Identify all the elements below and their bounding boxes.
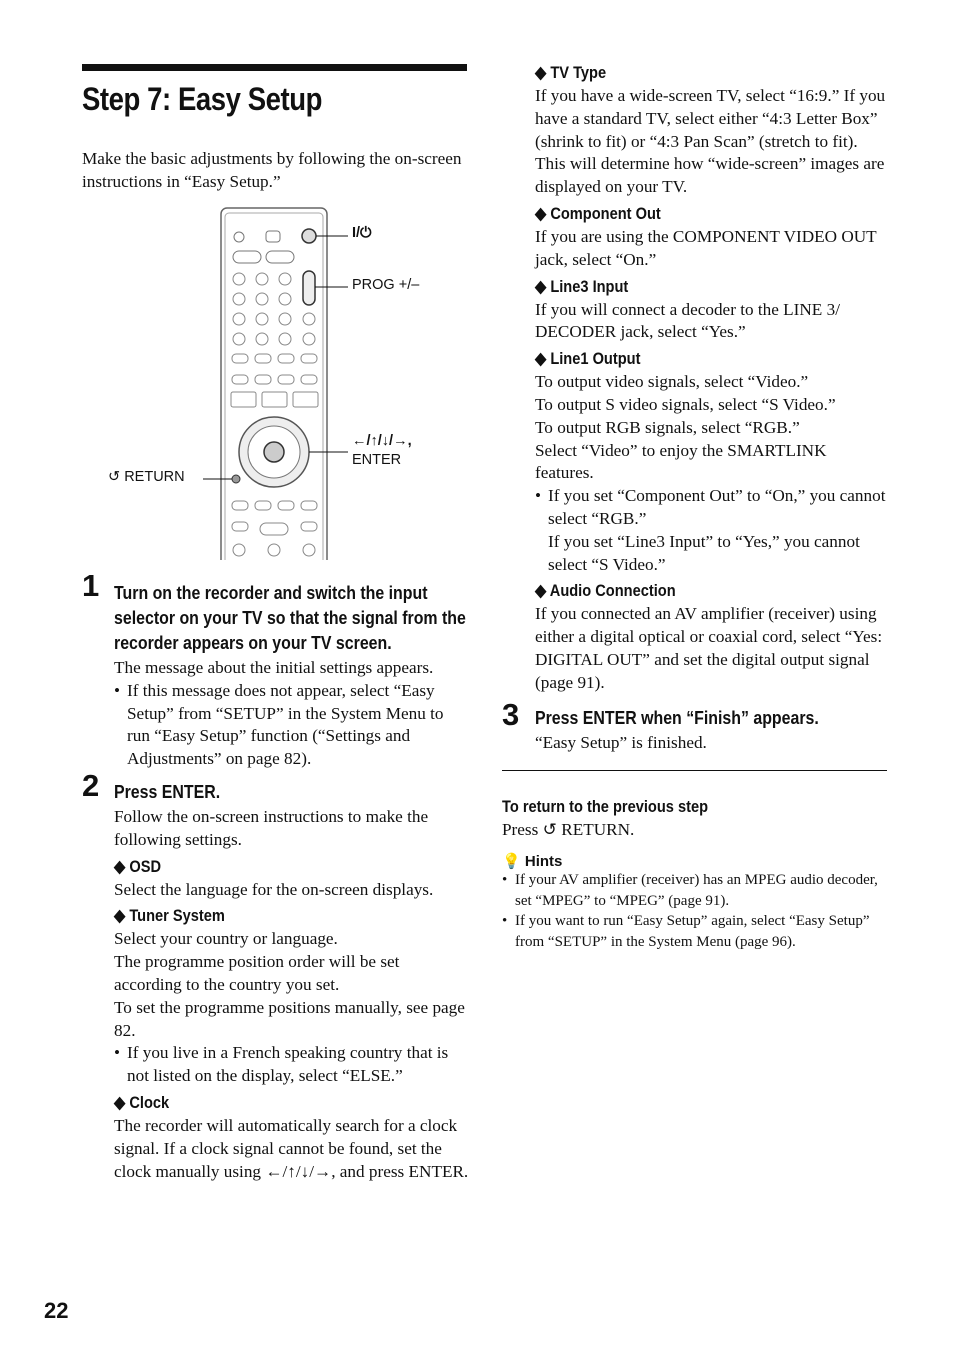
audio-heading xyxy=(535,579,839,603)
step-1-text: The message about the initial settings appears. xyxy=(114,658,434,677)
audio-title: Audio Connection xyxy=(549,581,676,601)
line1-line-2: To output S video signals, select “S Video.” xyxy=(535,394,836,414)
hint-item: • If your AV amplifier (receiver) has an MPEG audio decoder, set “MPEG” to “MPEG” (page 91). xyxy=(502,870,888,911)
hints-title: Hints xyxy=(524,853,563,871)
component-heading xyxy=(535,202,839,226)
diamond-icon: ◆ xyxy=(535,276,547,296)
diamond-icon: ◆ xyxy=(114,906,126,926)
diamond-icon: ◆ xyxy=(114,856,126,876)
arrows-label: ←/↑/↓/→, xyxy=(352,433,412,449)
return-text-suffix: RETURN. xyxy=(561,820,635,840)
page-number: 22 xyxy=(44,1298,69,1323)
line1-bullet-2: If you set “Line3 Input” to “Yes,” you cannot select “S Video.” xyxy=(548,531,860,574)
line3-title: Line3 Input xyxy=(550,276,629,296)
line1-bullet-1: • If you set “Component Out” to “On,” you cannot select “RGB.” xyxy=(535,485,888,531)
step-3-text: “Easy Setup” is finished. xyxy=(535,732,707,752)
line1-heading xyxy=(535,347,839,371)
tuner-heading xyxy=(114,904,420,928)
step-1 xyxy=(114,580,468,771)
left-column xyxy=(82,64,468,194)
tv-type-heading xyxy=(535,61,839,85)
tuner-line-2: The programme position order will be set according to the country you set. xyxy=(114,952,400,994)
step-1-number: 1 xyxy=(82,568,100,603)
audio-text: If you connected an AV amplifier (receiver) using either a digital optical or coaxial cord, select “Yes: DIGITAL OUT” and set the digital output signal (page 91). xyxy=(535,604,883,692)
component-title: Component Out xyxy=(550,203,661,223)
settings-continued xyxy=(502,61,888,695)
remote-control-drawing xyxy=(82,205,468,560)
line3-text: If you will connect a decoder to the LINE 3/ DECODER jack, select “Yes.” xyxy=(535,299,840,342)
return-text xyxy=(502,819,888,842)
diamond-icon: ◆ xyxy=(535,349,547,369)
tuner-title: Tuner System xyxy=(129,906,225,926)
enter-label: ENTER xyxy=(352,452,402,468)
tuner-line-1: Select your country or language. xyxy=(114,929,338,949)
clock-title: Clock xyxy=(129,1092,170,1112)
line1-line-4: Select “Video” to enjoy the SMARTLINK features. xyxy=(535,440,827,483)
lightbulb-icon: 💡 xyxy=(502,853,521,871)
line1-line-1: To output video signals, select “Video.” xyxy=(535,372,809,392)
return-icon: ↺ xyxy=(108,469,121,485)
line3-heading xyxy=(535,275,839,299)
power-label: I/⏻ xyxy=(352,225,372,241)
step-1-bullet: • If this message does not appear, select “Easy Setup” from “SETUP” in the System Menu to run “Easy Setup” function (“Settings and Adjustments” on page 82). xyxy=(114,680,468,771)
diamond-icon: ◆ xyxy=(535,203,547,223)
diamond-icon: ◆ xyxy=(114,1092,126,1112)
return-icon: ↺ xyxy=(542,820,557,840)
line1-title: Line1 Output xyxy=(550,349,641,369)
return-label xyxy=(108,469,185,485)
remote-illustration xyxy=(82,205,468,560)
tuner-line-3: To set the programme positions manually, see page 82. xyxy=(114,997,465,1040)
osd-text: Select the language for the on-screen displays. xyxy=(114,879,434,899)
prog-label: PROG +/– xyxy=(352,277,420,293)
line1-line-3: To output RGB signals, select “RGB.” xyxy=(535,417,800,437)
return-heading: To return to the previous step xyxy=(502,797,709,817)
step-2-text: Follow the on-screen instructions to make the following settings. xyxy=(114,807,429,849)
diamond-icon: ◆ xyxy=(535,63,547,82)
step-2-heading: Press ENTER. xyxy=(114,781,221,802)
tv-type-text: If you have a wide-screen TV, select “16:9.” If you have a standard TV, select either “4:3 Letter Box” (shrink to fit) or “4:3 Pan Scan” (stretch to fit). This will determine how “wide-screen” images are displayed on your TV. xyxy=(535,86,886,197)
intro-text: Make the basic adjustments by following the on-screen instructions in “Easy Setup.” xyxy=(82,149,462,191)
step-3-heading: Press ENTER when “Finish” appears. xyxy=(535,706,819,728)
component-text: If you are using the COMPONENT VIDEO OUT jack, select “On.” xyxy=(535,226,877,269)
title-bar xyxy=(82,64,467,71)
step-2-number: 2 xyxy=(82,768,100,803)
osd-heading xyxy=(114,855,420,879)
clock-text: The recorder will automatically search for a clock signal. If a clock signal cannot be found, set the clock manually using ←/↑/↓/→, and press ENTER. xyxy=(114,1115,469,1181)
page-title: Step 7: Easy Setup xyxy=(82,81,323,117)
osd-title: OSD xyxy=(129,856,162,876)
diamond-icon: ◆ xyxy=(535,581,547,601)
step-1-heading: Turn on the recorder and switch the input selector on your TV so that the signal from the recorder appears on your TV screen. xyxy=(114,582,466,653)
right-column xyxy=(502,58,888,952)
tuner-bullet: • If you live in a French speaking country that is not listed on the display, select “ELSE.” xyxy=(114,1042,470,1088)
return-text-prefix: Press xyxy=(502,820,539,840)
step-3 xyxy=(502,696,888,755)
clock-heading xyxy=(114,1091,420,1115)
tv-type-title: TV Type xyxy=(550,63,607,82)
hints-heading xyxy=(502,852,888,870)
step-2 xyxy=(114,779,470,1183)
return-label-text: RETURN xyxy=(124,469,185,485)
hint-item: • If you want to run “Easy Setup” again, select “Easy Setup” from “SETUP” in the System Menu (page 96). xyxy=(502,911,888,952)
step-3-number: 3 xyxy=(502,696,520,732)
section-divider xyxy=(502,770,887,771)
